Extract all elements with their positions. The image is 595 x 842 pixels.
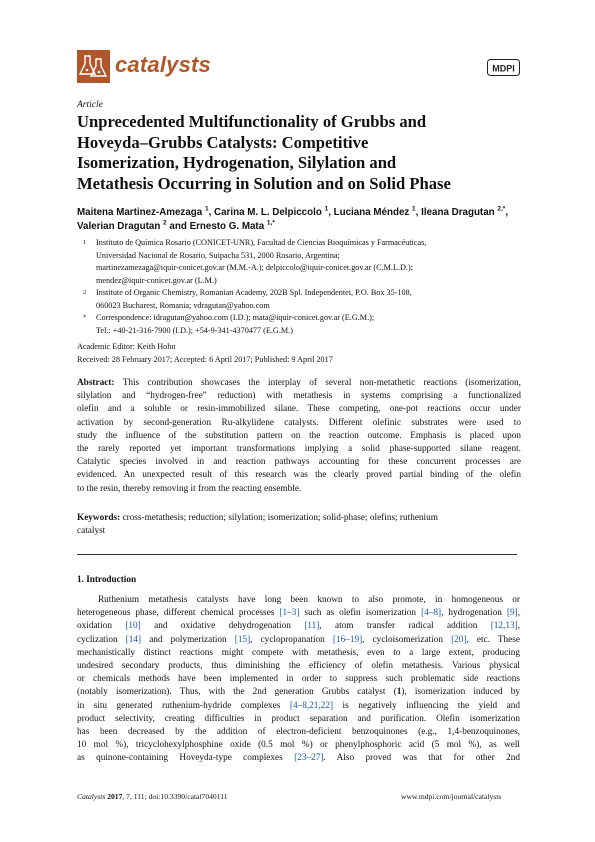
article-title <box>77 112 517 194</box>
affiliation-line: Instituto de Química Rosario (CONICET-UNR), Facultad de Ciencias Bioquímicas y Farmacéuticas, <box>96 238 427 247</box>
citation-link[interactable]: [23–27] <box>294 753 324 764</box>
citation-link[interactable]: [20] <box>451 634 467 645</box>
abstract-line: Catalytic species involved in and reaction pathways accounting for these concurrent processes are <box>77 457 521 468</box>
author-affiliation-mark: 1 <box>324 205 329 213</box>
correspondence-line[interactable]: Correspondence: idragutan@yahoo.com (I.D.); mata@iquir-conicet.gov.ar (E.G.M.); <box>96 313 375 322</box>
paragraph-line <box>77 673 520 686</box>
author-list <box>77 206 517 234</box>
correspondence <box>77 312 527 338</box>
citation-link[interactable]: [12,13] <box>490 621 518 632</box>
author-line: Maitena Martinez-Amezaga $^1$, Carina M. L. Delpiccolo $^1$, Luciana Méndez $^1$, Ileana Dragutan $^{2,*}$, <box>77 205 509 218</box>
paragraph-text: in situ generated ruthenium-hydride complexes <box>77 700 290 711</box>
citation-link[interactable]: [10] <box>125 621 141 632</box>
citation-link[interactable]: [16–19] <box>332 634 363 645</box>
keywords <box>77 512 521 538</box>
paragraph-text: such as olefin isomerization <box>299 608 422 619</box>
correspondence-mark: * <box>83 314 87 321</box>
citation-link[interactable]: [4–8,21,22] <box>289 700 334 711</box>
abstract-line: activation by second-generation Ru-alkylidene catalysts. Different olefinic substrates were used to <box>77 417 521 428</box>
paragraph-text: product selectivity, creating difficulties in product separation and purification. Olefin isomerization <box>77 713 520 724</box>
author-affiliation-mark: 1,* <box>266 219 275 227</box>
affiliation-line[interactable]: 060023 Bucharest, Romania; vdragutan@yahoo.com <box>96 300 270 310</box>
svg-text:MDPI: MDPI <box>492 63 515 74</box>
journal-name: catalysts <box>115 52 211 77</box>
author-name[interactable]: Maitena Martinez-Amezaga <box>77 207 203 218</box>
keywords-text: catalyst <box>77 526 106 537</box>
paragraph-line <box>77 634 520 647</box>
paragraph-line <box>77 607 520 620</box>
paragraph-text: , etc. These <box>466 634 520 645</box>
affiliation-mark: 1 <box>83 239 87 246</box>
author-affiliation-mark: 2 <box>163 219 167 227</box>
affiliation-mark: 2 <box>83 289 87 296</box>
paragraph-text: mechanistically distinct reactions might compete with metathesis, even to a large extent, producing <box>77 647 520 658</box>
mdpi-logo-icon <box>487 59 520 76</box>
paragraph-text: is negatively influencing the yield and <box>333 700 520 711</box>
abstract <box>77 377 521 496</box>
paragraph-text: , cyclopropanation <box>250 634 333 645</box>
citation-link[interactable]: [14] <box>125 634 142 645</box>
footer-year: 2017 <box>107 792 123 801</box>
affiliation-line[interactable]: mendez@iquir-conicet.gov.ar (L.M.) <box>96 275 217 285</box>
author-affiliation-mark: 1 <box>204 205 209 213</box>
paragraph-text: 10 mol %), tricyclohexylphosphine oxide (0.5 mol %) or phenylphosphoric acid (5 mol %), as well <box>77 740 520 751</box>
paragraph-text: oxidation <box>77 621 126 632</box>
paragraph-text: ), isomerization induced by <box>401 687 520 698</box>
abstract-line: study the influence of the substitution pattern on the reaction outcome. Emphasis is placed upon <box>77 430 521 441</box>
paragraph-text: as quinone-containing Hoveyda-type complexes <box>77 753 295 764</box>
paragraph-text: , atom transfer radical addition <box>319 621 491 632</box>
author-affiliation-mark: 1 <box>412 205 416 213</box>
paragraph-text: (notably isomerization). Thus, with the 2nd generation Grubbs catalyst ( <box>77 687 397 698</box>
abstract-line: olefin and a soluble or resin-immobilized silane. These competing, one-pot reactions occur under <box>77 404 521 415</box>
title-line: Isomerization, Hydrogenation, Silylation and <box>77 153 397 172</box>
section-divider <box>77 554 517 555</box>
paragraph-text: , <box>517 621 520 632</box>
footer-journal: Catalysts <box>77 792 106 801</box>
paragraph-line <box>77 647 520 660</box>
paragraph-line <box>77 594 520 607</box>
abstract-line: the rarely reported yet important transformations implying a solid phase-supported silane reagent. <box>77 444 521 455</box>
section-heading: 1. Introduction <box>77 574 137 584</box>
author-affiliation-mark: 2,* <box>497 205 506 213</box>
paragraph-line <box>77 700 520 713</box>
paragraph-text: Ruthenium metathesis catalysts have long been known to also promote, in homogeneous or <box>98 595 520 605</box>
paragraph-line <box>77 752 520 765</box>
footer-doi[interactable]: , 7, 111; doi:10.3390/catal7040111 <box>122 792 228 801</box>
abstract-line: to the resin, thereby removing it from the reacting ensemble. <box>77 483 302 494</box>
affiliation-line: Institute of Organic Chemistry, Romanian Academy, 202B Spl. Independentei, P.O. Box 35-108, <box>96 288 412 297</box>
paragraph-text: and oxidative dehydrogenation <box>140 621 305 632</box>
footer-citation <box>77 792 228 801</box>
author-name[interactable]: Luciana Méndez <box>333 207 410 218</box>
introduction-text <box>77 594 520 766</box>
affiliation-1 <box>77 237 527 289</box>
journal-logo-icon <box>77 50 110 83</box>
citation-link[interactable]: [1–3] <box>279 608 300 619</box>
paragraph-line <box>77 686 520 699</box>
paragraph-line <box>77 660 520 673</box>
paragraph-text: , <box>517 608 520 619</box>
title-line: Unprecedented Multifunctionality of Grubbs and <box>77 112 427 131</box>
author-and: and <box>169 221 187 232</box>
title-line: Hoveyda–Grubbs Catalysts: Competitive <box>77 132 369 152</box>
affiliation-line[interactable]: martinezamezaga@iquir-conicet.gov.ar (M.M.-A.); delpiccolo@iquir-conicet.gov.ar (C.M.L.D.); <box>96 263 413 272</box>
paragraph-text: or chemicals methods have been implemented in order to suppress such problematic side reactions <box>77 674 520 685</box>
abstract-line: This contribution showcases the interplay of several non-metathetic reactions (isomerization, <box>122 378 521 388</box>
paragraph-line <box>77 620 520 633</box>
paragraph-text: , cycloisomerization <box>362 634 452 645</box>
paragraph-line <box>77 739 520 752</box>
keywords-text: cross-metathesis; reduction; silylation; isomerization; solid-phase; olefins; ruthenium <box>122 513 438 523</box>
paragraph-text: cyclization <box>77 634 126 645</box>
paragraph-text: , hydrogenation <box>441 608 507 619</box>
paragraph-line <box>77 726 520 739</box>
keywords-label: Keywords: <box>77 513 121 523</box>
citation-link[interactable]: [9] <box>506 608 518 619</box>
compound-number: 1 <box>396 687 402 698</box>
author-name[interactable]: Valerian Dragutan <box>77 221 161 232</box>
author-name[interactable]: Ernesto G. Mata <box>189 221 265 232</box>
author-name[interactable]: Carina M. L. Delpiccolo <box>214 207 322 218</box>
paragraph-text: undesired secondary products, thus diminishing the efficiency of olefin metathesis. Various physical <box>77 661 520 672</box>
academic-editor: Academic Editor: Keith Hohn <box>77 342 176 351</box>
abstract-label: Abstract: <box>77 378 115 388</box>
publication-dates: Received: 28 February 2017; Accepted: 6 April 2017; Published: 9 April 2017 <box>77 355 333 364</box>
citation-link[interactable]: [4–8] <box>421 608 442 619</box>
footer-url[interactable]: www.mdpi.com/journal/catalysts <box>401 792 502 801</box>
author-line <box>77 220 517 234</box>
paragraph-text: heterogeneous phase, different chemical processes <box>77 608 280 619</box>
correspondence-line: Tel.: +40-21-316-7900 (I.D.); +54-9-341-4370477 (E.G.M.) <box>96 325 293 335</box>
abstract-line: silylation and “hydrogen-free” reduction) with metathesis in systems comprising a functionalized <box>77 391 521 402</box>
paragraph-text: has been decreased by the addition of electron-deficient benzoquinones (e.g., 1,4-benzoquinones, <box>77 727 520 738</box>
affiliation-line: Universidad Nacional de Rosario, Suipacha 531, 2000 Rosario, Argentina; <box>96 250 340 260</box>
author-name[interactable]: Ileana Dragutan <box>421 207 495 218</box>
title-line: Metathesis Occurring in Solution and on Solid Phase <box>77 173 451 193</box>
paragraph-text: and polymerization <box>141 634 235 645</box>
citation-link[interactable]: [11] <box>304 621 320 632</box>
affiliation-2 <box>77 287 527 313</box>
citation-link[interactable]: [15] <box>234 634 251 645</box>
article-type: Article <box>77 100 103 110</box>
abstract-line: evidenced. An unexpected result of this research was the clearly proved partial binding of the olefin <box>77 470 521 481</box>
paragraph-text: . Also proved was that for other 2nd <box>323 753 520 764</box>
paragraph-line <box>77 713 520 726</box>
